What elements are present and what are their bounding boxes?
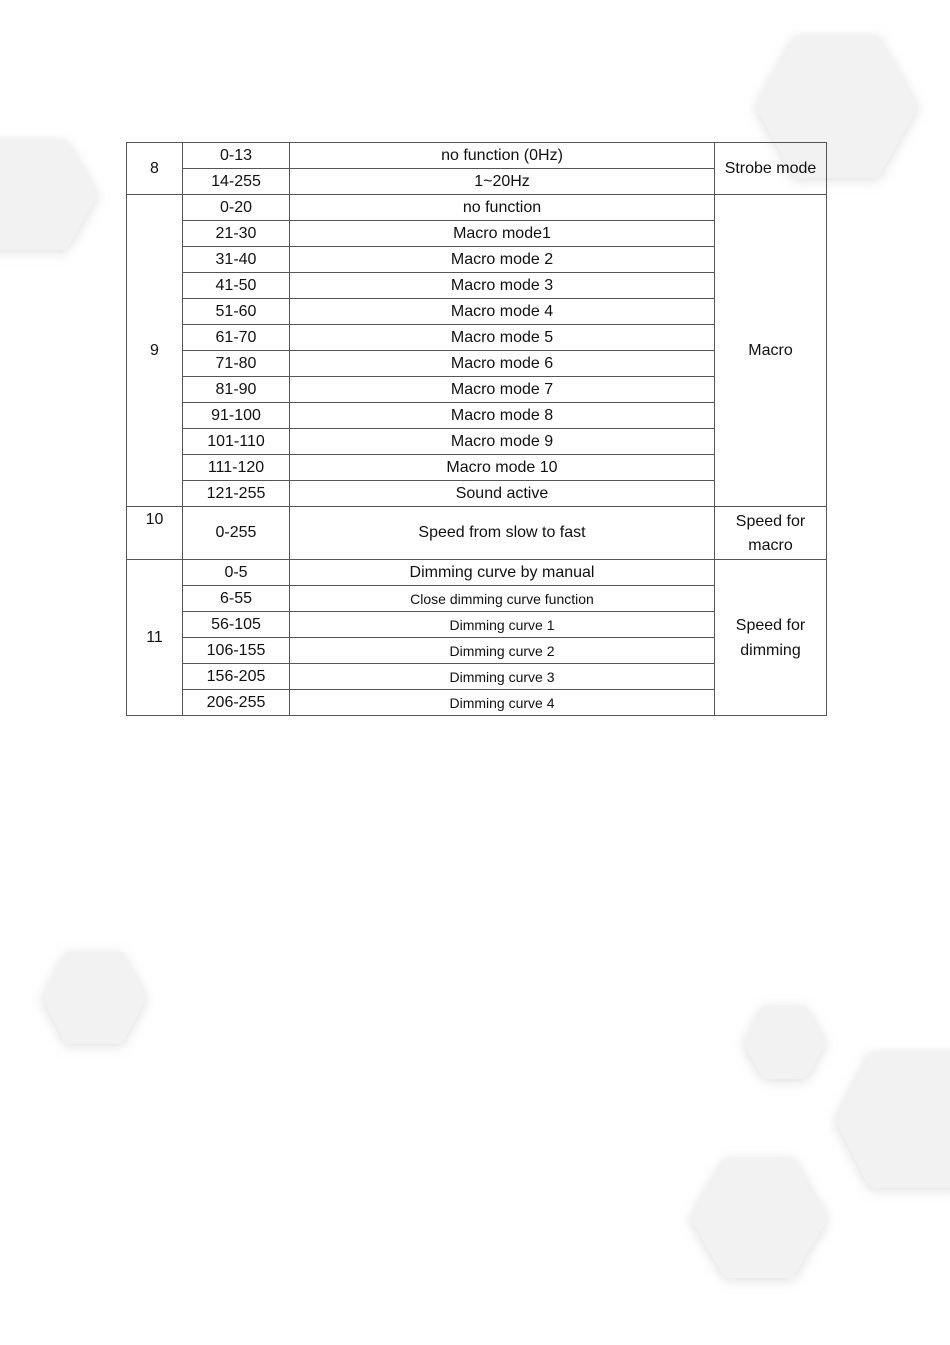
range-cell: 31-40 — [183, 247, 290, 273]
channel-cell: 10 — [127, 507, 183, 560]
table-row — [127, 195, 827, 221]
group-line: dimming — [740, 641, 801, 659]
function-cell: Macro mode 4 — [290, 299, 715, 325]
function-cell: Dimming curve 3 — [290, 664, 715, 690]
function-cell: Macro mode1 — [290, 221, 715, 247]
range-cell: 156-205 — [183, 664, 290, 690]
table-row — [127, 560, 827, 586]
range-cell: 71-80 — [183, 351, 290, 377]
range-cell: 81-90 — [183, 377, 290, 403]
function-cell: Speed from slow to fast — [290, 507, 715, 560]
group-cell: Macro — [715, 195, 827, 507]
table-row — [127, 507, 827, 560]
range-cell: 121-255 — [183, 481, 290, 507]
group-line: macro — [748, 536, 793, 554]
function-cell: no function (0Hz) — [290, 143, 715, 169]
hexagon-left — [0, 140, 98, 250]
range-cell: 91-100 — [183, 403, 290, 429]
group-cell — [715, 507, 827, 560]
range-cell: 101-110 — [183, 429, 290, 455]
function-cell: Macro mode 3 — [290, 273, 715, 299]
function-cell: Close dimming curve function — [290, 586, 715, 612]
channel-cell: 9 — [127, 195, 183, 507]
function-cell: Macro mode 7 — [290, 377, 715, 403]
function-cell: Macro mode 10 — [290, 455, 715, 481]
group-line: Speed for — [735, 512, 806, 530]
range-cell: 0-5 — [183, 560, 290, 586]
function-cell: 1~20Hz — [290, 169, 715, 195]
range-cell: 106-155 — [183, 638, 290, 664]
function-cell: Macro mode 2 — [290, 247, 715, 273]
range-cell: 111-120 — [183, 455, 290, 481]
range-cell: 0-13 — [183, 143, 290, 169]
group-cell — [715, 560, 827, 716]
dmx-channel-table — [126, 142, 827, 716]
hexagon-bottom-left — [42, 952, 147, 1044]
range-cell: 0-20 — [183, 195, 290, 221]
channel-cell: 11 — [127, 560, 183, 716]
function-cell: Dimming curve by manual — [290, 560, 715, 586]
hexagon-small-right — [743, 1006, 826, 1079]
table-row — [127, 143, 827, 169]
range-cell: 14-255 — [183, 169, 290, 195]
group-cell: Strobe mode — [715, 143, 827, 195]
range-cell: 0-255 — [183, 507, 290, 560]
range-cell: 206-255 — [183, 690, 290, 716]
range-cell: 41-50 — [183, 273, 290, 299]
function-cell: no function — [290, 195, 715, 221]
group-line: Speed for — [735, 616, 806, 634]
function-cell: Macro mode 6 — [290, 351, 715, 377]
function-cell: Dimming curve 1 — [290, 612, 715, 638]
channel-cell: 8 — [127, 143, 183, 195]
range-cell: 51-60 — [183, 299, 290, 325]
hexagon-right-edge — [835, 1052, 950, 1188]
range-cell: 56-105 — [183, 612, 290, 638]
function-cell: Sound active — [290, 481, 715, 507]
function-cell: Macro mode 5 — [290, 325, 715, 351]
hexagon-bottom-right — [690, 1158, 828, 1278]
range-cell: 61-70 — [183, 325, 290, 351]
function-cell: Dimming curve 2 — [290, 638, 715, 664]
function-cell: Dimming curve 4 — [290, 690, 715, 716]
function-cell: Macro mode 8 — [290, 403, 715, 429]
function-cell: Macro mode 9 — [290, 429, 715, 455]
range-cell: 6-55 — [183, 586, 290, 612]
range-cell: 21-30 — [183, 221, 290, 247]
